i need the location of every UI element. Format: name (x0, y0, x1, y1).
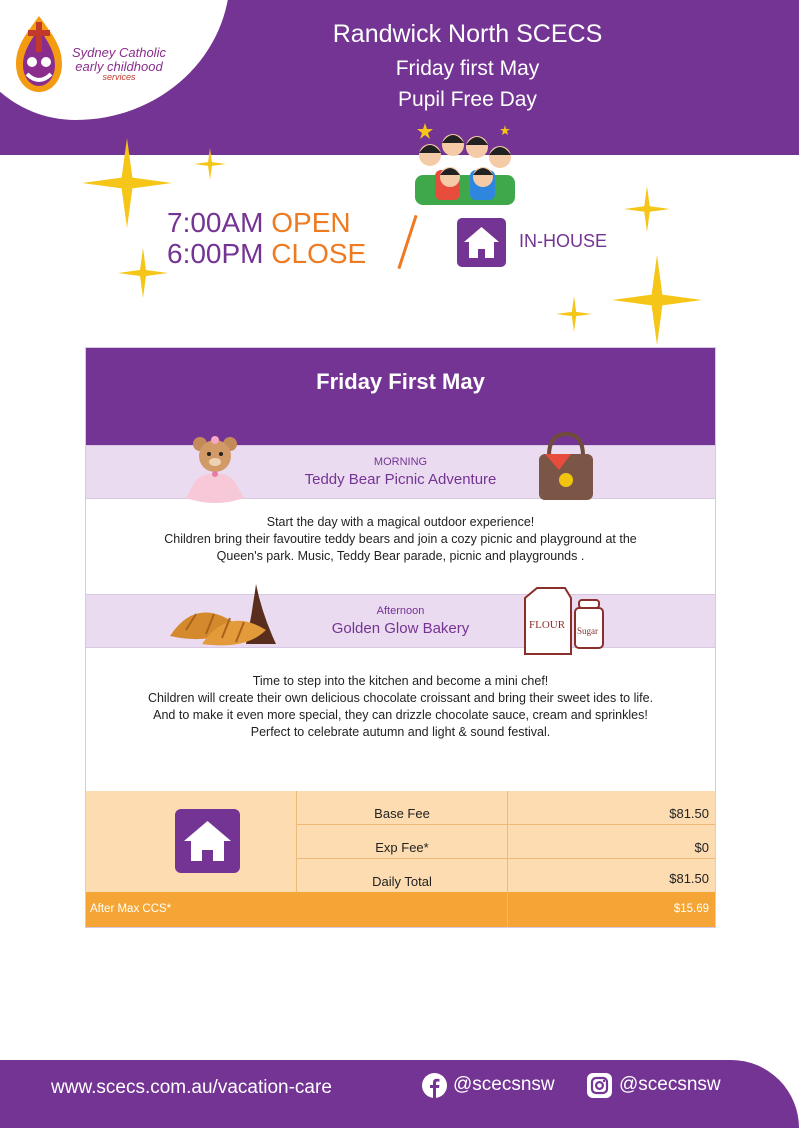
program-card-header (86, 348, 715, 445)
program-title: Friday First May (316, 369, 485, 394)
sparkle-icon (118, 248, 168, 298)
fee-label: Exp Fee* (375, 840, 429, 855)
instagram-icon[interactable] (587, 1073, 612, 1098)
fee-row-divider (296, 858, 715, 859)
logo-text (64, 46, 174, 83)
ccs-label: After Max CCS* (90, 903, 172, 915)
session-period: MORNING (373, 456, 428, 468)
picnic-basket-illustration (535, 430, 597, 502)
sparkle-icon (82, 138, 172, 228)
logo-line-1: Sydney Catholic (72, 45, 166, 60)
event-type: Pupil Free Day (398, 88, 537, 111)
teddy-bear-illustration (184, 434, 252, 506)
description-line: Queen's park. Music, Teddy Bear parade, picnic and playgrounds . (216, 549, 585, 563)
session-period: Afternoon (376, 605, 425, 617)
house-icon (457, 218, 506, 267)
ccs-row (86, 892, 715, 927)
logo-line-3: services (102, 72, 136, 83)
sparkle-icon (612, 255, 702, 345)
divider-slash (397, 215, 417, 269)
ccs-value: $15.69 (673, 903, 709, 915)
fee-value: $81.50 (669, 871, 709, 886)
location-label: IN-HOUSE (519, 231, 608, 251)
fee-value: $81.50 (669, 806, 709, 821)
svg-text:FLOUR: FLOUR (529, 619, 566, 631)
sparkle-icon (624, 186, 670, 232)
fee-label: Daily Total (372, 874, 432, 889)
session-title: Golden Glow Bakery (331, 620, 470, 637)
kids-celebrating-illustration (405, 115, 525, 210)
facebook-icon[interactable] (422, 1073, 447, 1098)
svg-text:Sugar: Sugar (577, 626, 598, 636)
website-link[interactable]: www.scecs.com.au/vacation-care (51, 1077, 332, 1098)
fee-row-divider (296, 824, 715, 825)
scecs-logo-icon (12, 14, 66, 94)
fee-label: Base Fee (374, 806, 430, 821)
event-date: Friday first May (395, 57, 540, 80)
opening-hours (167, 207, 366, 269)
morning-session-header (86, 445, 715, 499)
description-line: Children bring their favoutire teddy bears and join a cozy picnic and playground at the (164, 532, 637, 546)
open-time: 7:00AM (167, 207, 264, 238)
logo-line-2: early childhood (75, 58, 163, 74)
description-line: Time to step into the kitchen and become a mini chef! (252, 674, 549, 688)
description-line: Children will create their own delicious chocolate croissant and bring their sweet ides to life. (147, 691, 654, 705)
session-title: Teddy Bear Picnic Adventure (304, 471, 497, 488)
flour-sugar-illustration (519, 584, 607, 656)
center-name: Randwick North SCECS (332, 20, 603, 48)
house-icon (175, 809, 240, 873)
sparkle-icon (556, 296, 592, 332)
fee-value: $0 (694, 840, 709, 855)
afternoon-description (96, 673, 705, 741)
facebook-handle[interactable]: @scecsnsw (453, 1074, 555, 1095)
description-line: Perfect to celebrate autumn and light & sound festival. (250, 725, 551, 739)
open-word: OPEN (271, 207, 351, 238)
instagram-handle[interactable]: @scecsnsw (619, 1074, 721, 1095)
morning-description (96, 514, 705, 565)
sparkle-icon (194, 148, 226, 180)
program-card (85, 347, 716, 928)
description-line: And to make it even more special, they can drizzle chocolate sauce, cream and sprinkles! (153, 708, 648, 722)
description-line: Start the day with a magical outdoor experience! (266, 515, 535, 529)
footer (0, 1060, 799, 1128)
croissant-illustration (166, 584, 288, 650)
fee-table (86, 791, 715, 892)
close-word: CLOSE (271, 238, 367, 269)
close-time: 6:00PM (167, 238, 264, 269)
